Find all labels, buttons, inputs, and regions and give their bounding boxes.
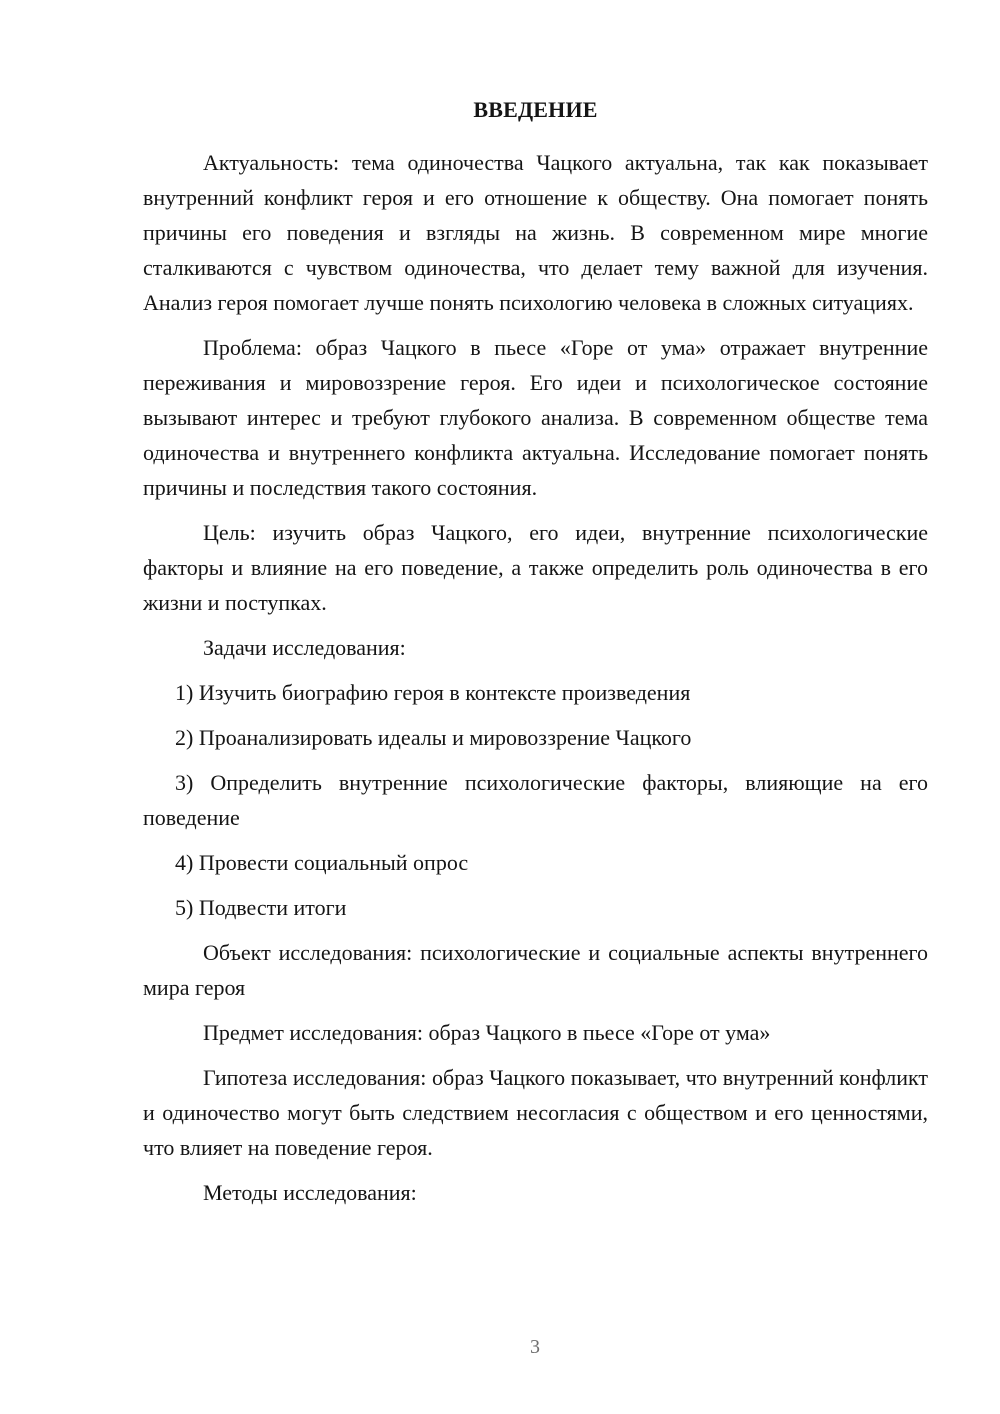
task-item-4: 4) Провести социальный опрос <box>175 850 469 875</box>
paragraph-problem: Проблема: образ Чацкого в пьесе «Горе от ума» отражает внутренние переживания и мировоззрение героя. Его идеи и психологическое состояние вызывают интерес и требуют глубокого анализа. В современном обществе тема одиночества и внутреннего конфликта актуальна. Исследование помогает понять причины и последствия такого состояния. <box>143 335 928 500</box>
page-number: 3 <box>530 1336 540 1358</box>
page-content <box>143 95 928 1220</box>
task-item-5: 5) Подвести итоги <box>175 895 347 920</box>
paragraph-object: Объект исследования: психологические и социальные аспекты внутреннего мира героя <box>143 940 928 1000</box>
task-item-3: 3) Определить внутренние психологические факторы, влияющие на его поведение <box>143 770 928 830</box>
task-item-1: 1) Изучить биографию героя в контексте произведения <box>175 680 691 705</box>
tasks-heading: Задачи исследования: <box>203 635 406 660</box>
task-item-2: 2) Проанализировать идеалы и мировоззрение Чацкого <box>175 725 692 750</box>
paragraph-goal: Цель: изучить образ Чацкого, его идеи, внутренние психологические факторы и влияние на его поведение, а также определить роль одиночества в его жизни и поступках. <box>143 520 928 615</box>
methods-heading: Методы исследования: <box>203 1180 417 1205</box>
paragraph-hypothesis: Гипотеза исследования: образ Чацкого показывает, что внутренний конфликт и одиночество могут быть следствием несогласия с обществом и его ценностями, что влияет на поведение героя. <box>143 1065 928 1160</box>
paragraph-subject: Предмет исследования: образ Чацкого в пьесе «Горе от ума» <box>203 1020 771 1045</box>
paragraph-relevance: Актуальность: тема одиночества Чацкого актуальна, так как показывает внутренний конфликт героя и его отношение к обществу. Она помогает понять причины его поведения и взгляды на жизнь. В современном мире многие сталкиваются с чувством одиночества, что делает тему важной для изучения. Анализ героя помогает лучше понять психологию человека в сложных ситуациях. <box>143 150 928 315</box>
section-title: ВВЕДЕНИЕ <box>473 97 598 122</box>
